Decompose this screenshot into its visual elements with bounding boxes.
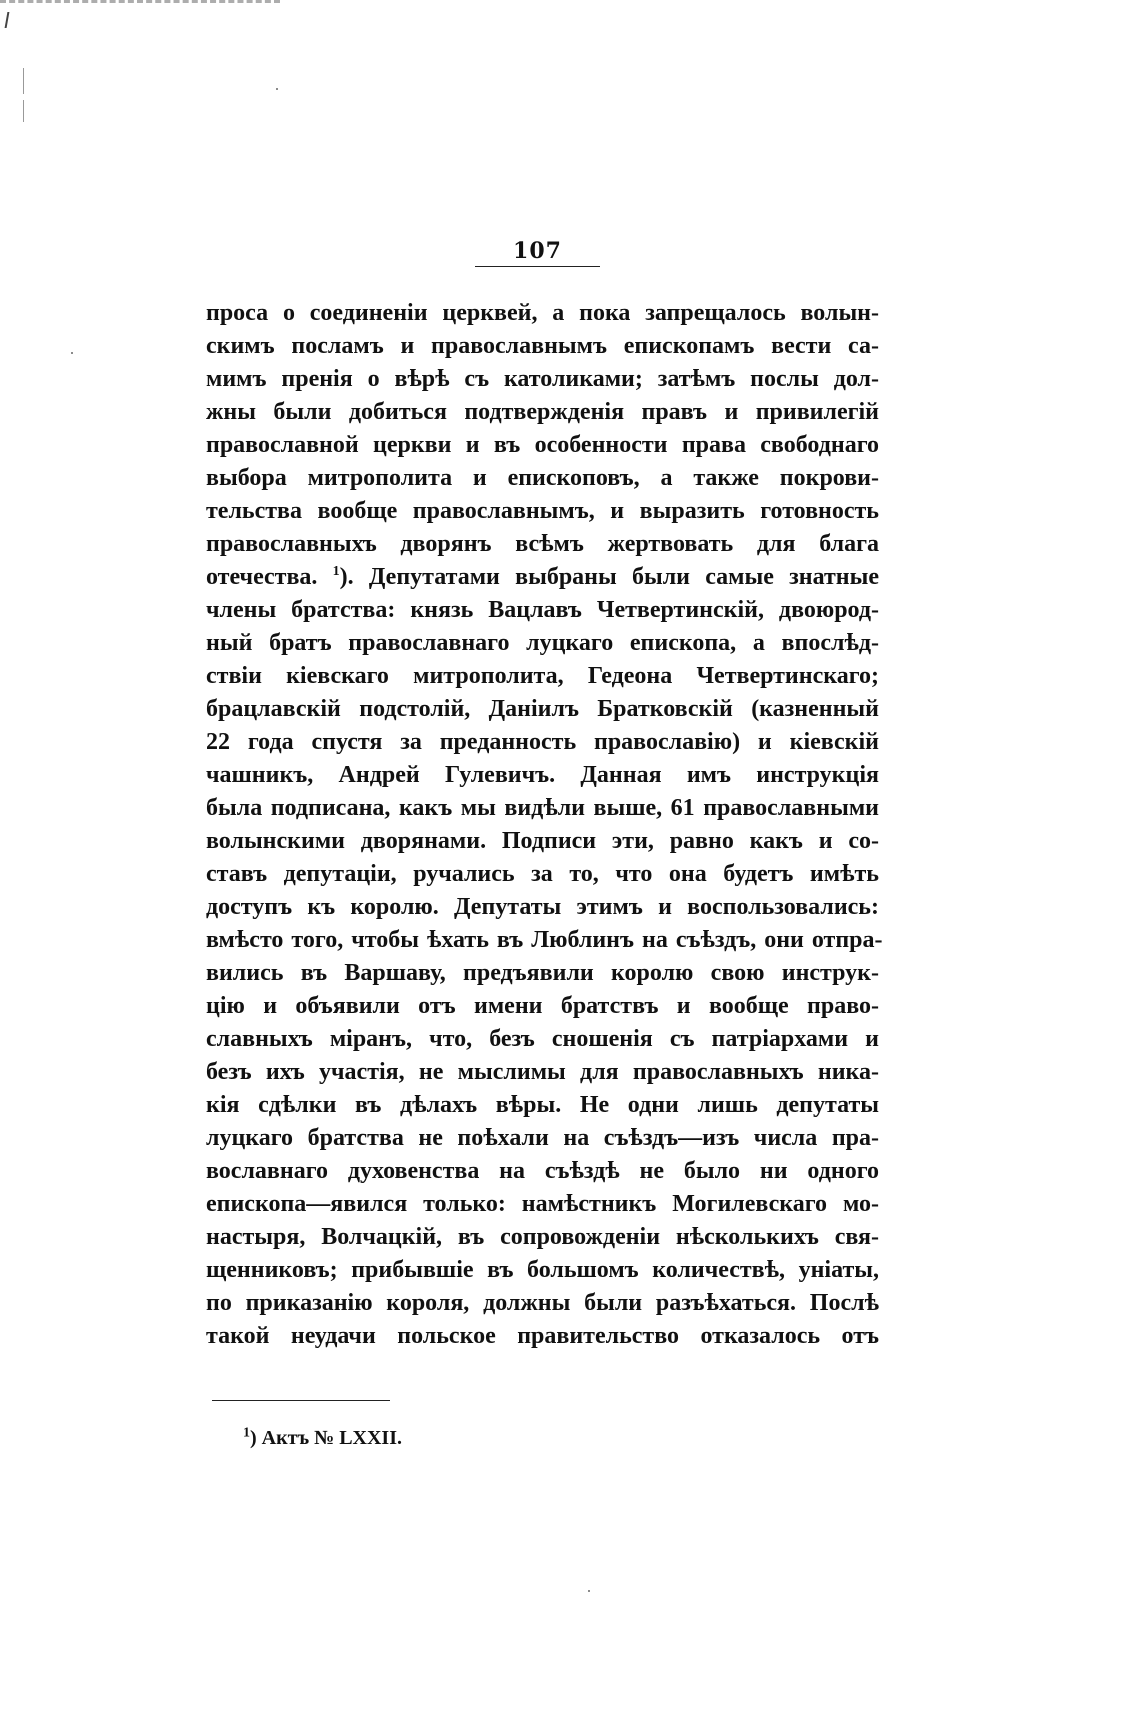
text-line: ный братъ православнаго луцкаго епископа, а впослѣд- xyxy=(206,630,879,656)
text-line: ставъ депутаціи, ручались за то, что она будетъ имѣть xyxy=(206,861,879,887)
text-line: жны были добиться подтвержденія правъ и привилегій xyxy=(206,399,879,425)
scan-edge-line xyxy=(23,100,24,122)
text-segment: отечества. xyxy=(206,564,318,590)
page-number: 107 xyxy=(513,238,562,264)
footnote-marker: 1 xyxy=(243,1425,250,1441)
text-line: доступъ къ королю. Депутаты этимъ и воспользовались: xyxy=(206,894,879,920)
text-line: вились въ Варшаву, предъявили королю свою инструк- xyxy=(206,960,879,986)
text-line: выбора митрополита и епископовъ, а также покрови- xyxy=(206,465,879,491)
text-line: члены братства: князь Вацлавъ Четвертинскій, двоюрод- xyxy=(206,597,879,623)
scan-edge-line xyxy=(23,68,24,94)
text-line: по приказанію короля, должны были разъѣхаться. Послѣ xyxy=(206,1290,879,1316)
text-segment: ). Депутатами выбраны были самые знатные xyxy=(339,564,879,590)
text-line: настыря, Волчацкій, въ сопровожденіи нѣсколькихъ свя- xyxy=(206,1224,879,1250)
text-line: волынскими дворянами. Подписи эти, равно какъ и со- xyxy=(206,828,879,854)
body-text xyxy=(206,297,883,1353)
scan-speck xyxy=(276,88,278,90)
scan-edge-mark xyxy=(5,12,10,28)
footnote-rule xyxy=(212,1400,390,1401)
text-line: тельства вообще православнымъ, и выразить готовность xyxy=(206,498,879,524)
page-top-edge xyxy=(0,0,280,3)
text-line: проса о соединеніи церквей, а пока запрещалось волын- xyxy=(206,300,879,326)
scan-speck xyxy=(71,352,73,354)
footnote-text: ) Актъ № LXXII. xyxy=(250,1427,403,1449)
text-line: скимъ посламъ и православнымъ епископамъ вести са- xyxy=(206,333,879,359)
footnote xyxy=(243,1426,402,1450)
page-header xyxy=(475,238,600,267)
text-line: вмѣсто того, чтобы ѣхать въ Люблинъ на съѣздъ, они отпра- xyxy=(206,927,883,953)
scan-speck xyxy=(588,1590,590,1592)
text-line: была подписана, какъ мы видѣли выше, 61 православными xyxy=(206,795,879,821)
text-line: ствіи кіевскаго митрополита, Гедеона Четвертинскаго; xyxy=(206,663,879,689)
text-line: кія сдѣлки въ дѣлахъ вѣры. Не одни лишь депутаты xyxy=(206,1092,879,1118)
text-line: безъ ихъ участія, не мыслимы для православныхъ ника- xyxy=(206,1059,879,1085)
footnote-ref: 1 xyxy=(332,564,340,579)
text-line: мимъ пренія о вѣрѣ съ католиками; затѣмъ послы дол- xyxy=(206,366,879,392)
text-line: щенниковъ; прибывшіе въ большомъ количествѣ, уніаты, xyxy=(206,1257,879,1283)
text-line: луцкаго братства не поѣхали на съѣздъ—изъ числа пра- xyxy=(206,1125,879,1151)
text-line: славныхъ міранъ, что, безъ сношенія съ патріархами и xyxy=(206,1026,879,1052)
text-line: брацлавскій подстолій, Даніилъ Братковскій (казненный xyxy=(206,696,879,722)
text-line-with-footnote-ref xyxy=(206,561,879,594)
text-line: цію и объявили отъ имени братствъ и вообще право- xyxy=(206,993,879,1019)
text-line: такой неудачи польское правительство отказалось отъ xyxy=(206,1323,879,1349)
text-line: епископа—явился только: намѣстникъ Могилевскаго мо- xyxy=(206,1191,879,1217)
text-line: православной церкви и въ особенности права свободнаго xyxy=(206,432,879,458)
text-line: чашникъ, Андрей Гулевичъ. Данная имъ инструкція xyxy=(206,762,879,788)
text-line: православныхъ дворянъ всѣмъ жертвовать для блага xyxy=(206,531,879,557)
text-line: 22 года спустя за преданность православію) и кіевскій xyxy=(206,729,879,755)
text-line: вославнаго духовенства на съѣздѣ не было ни одного xyxy=(206,1158,879,1184)
page-number-rule xyxy=(475,266,600,267)
